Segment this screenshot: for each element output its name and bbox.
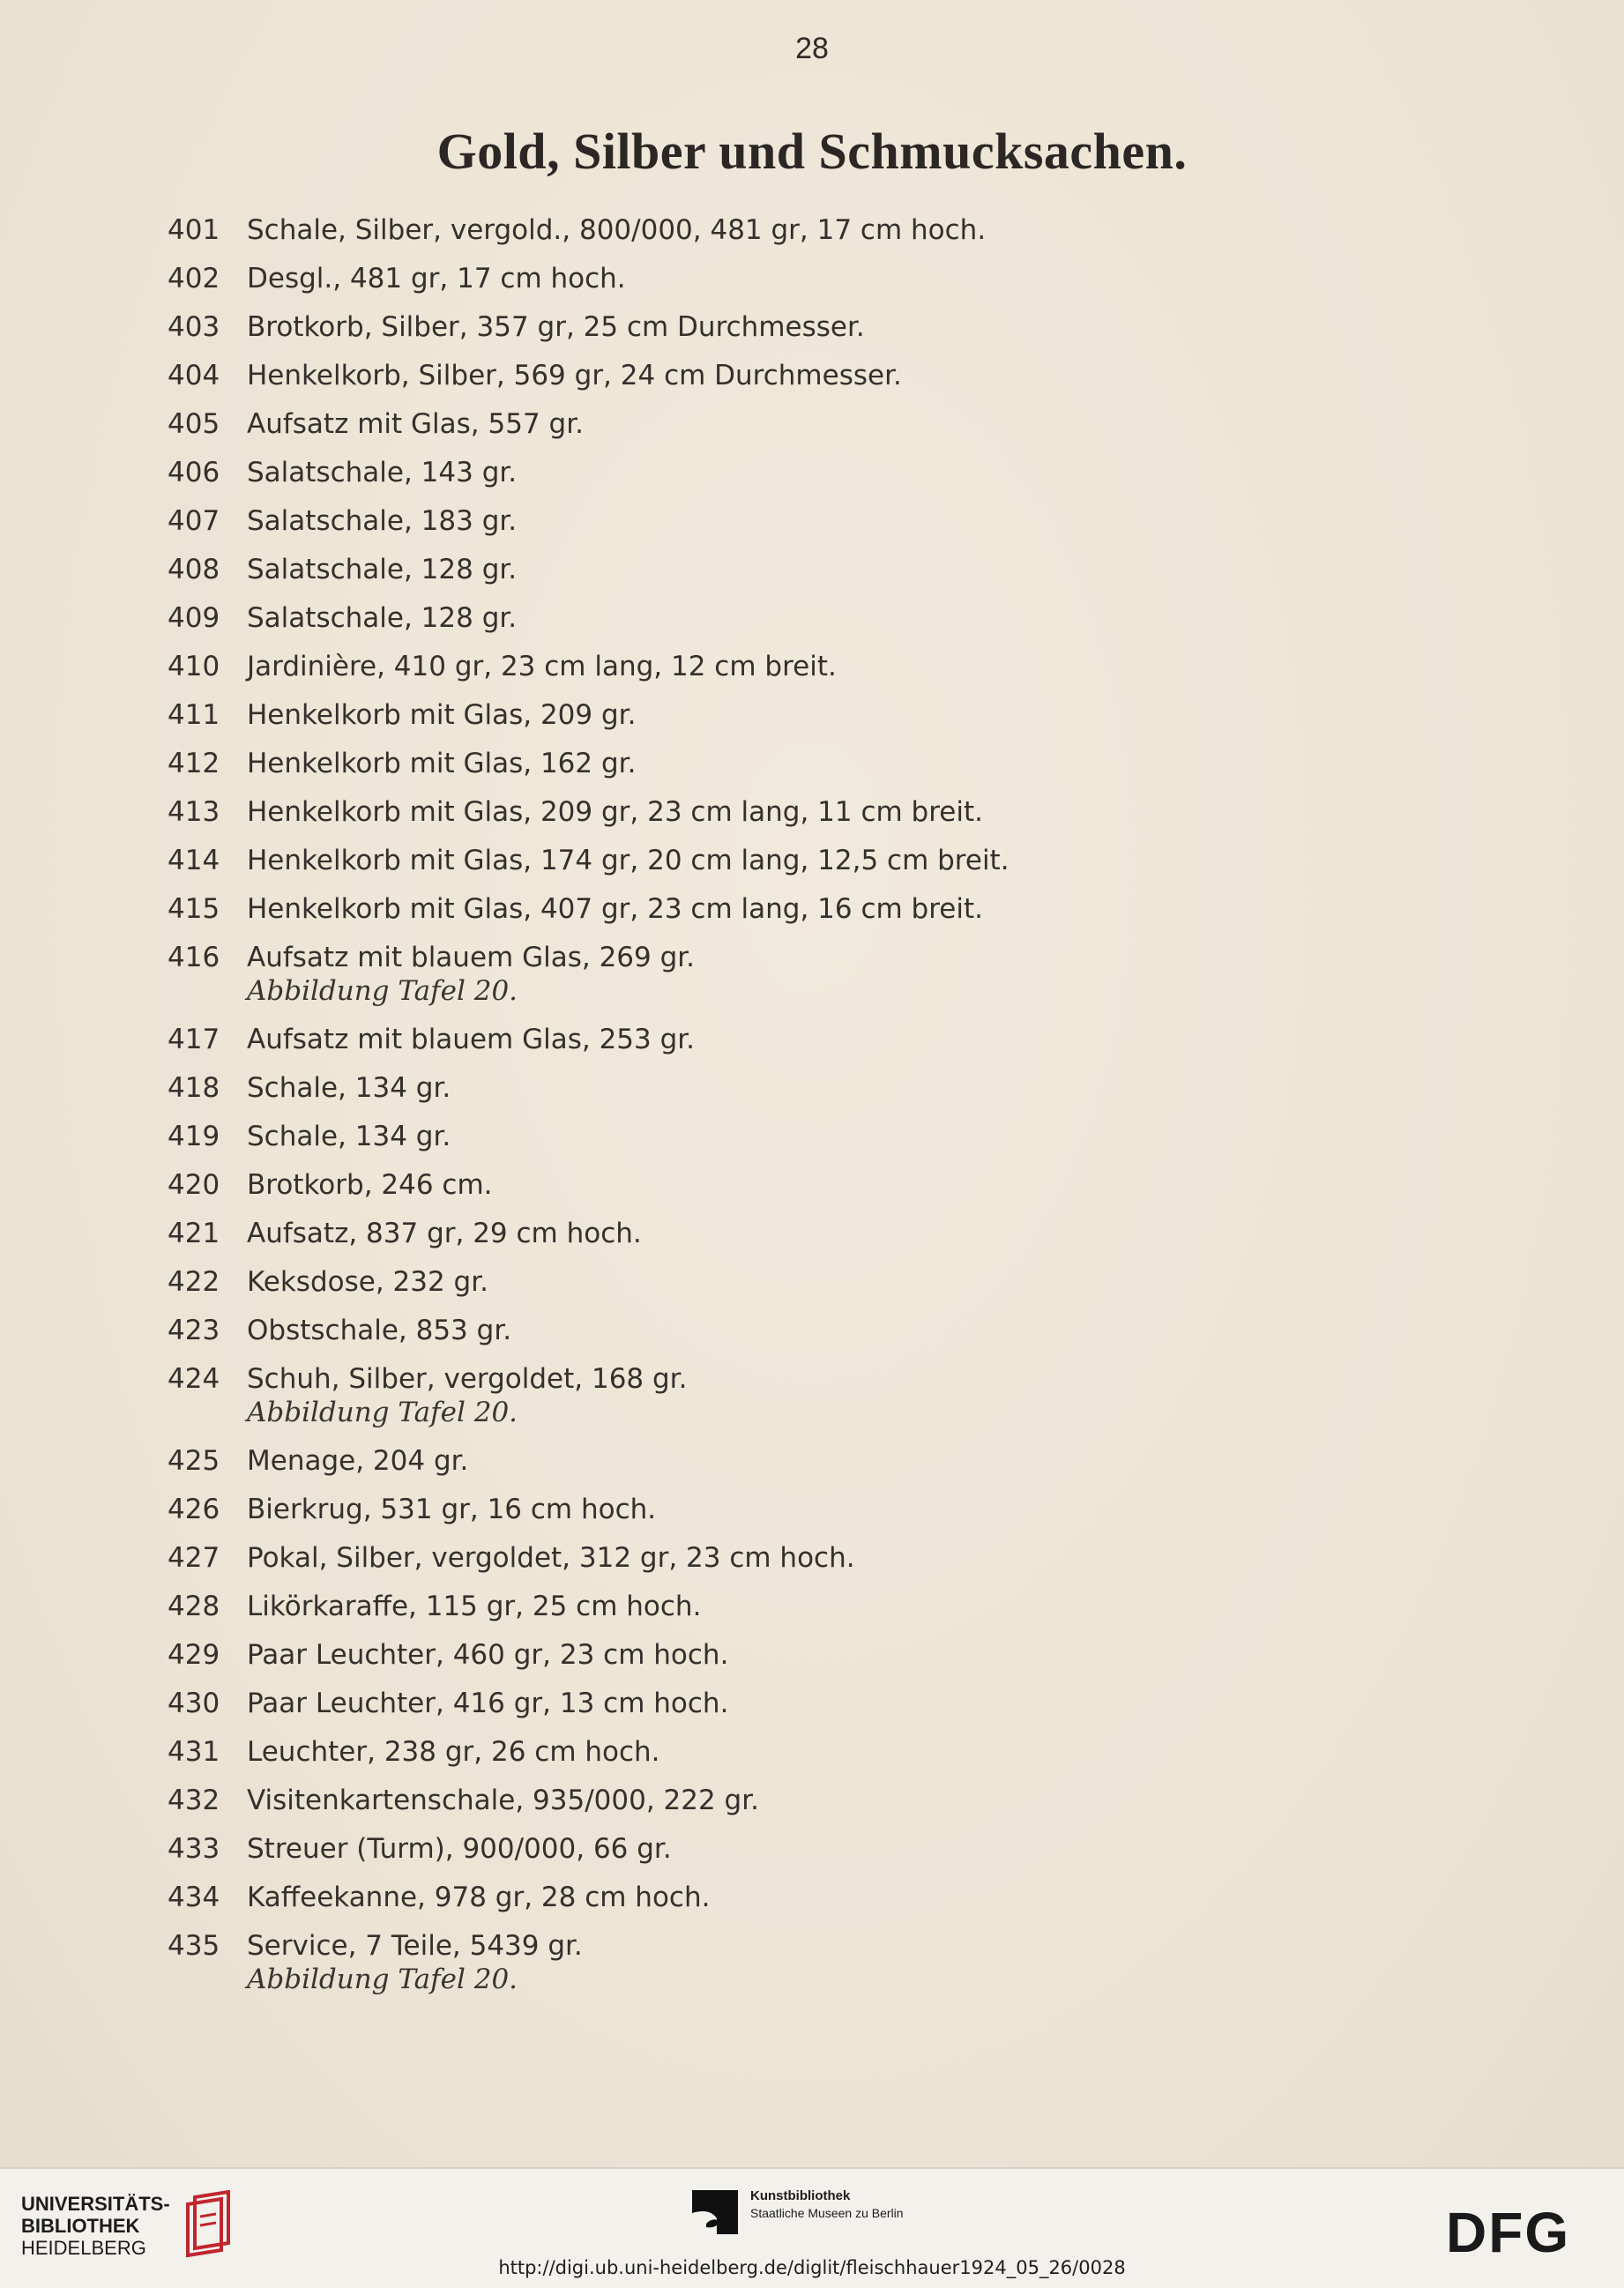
- catalog-entry: [168, 407, 1455, 441]
- entry-number: 420: [168, 1169, 220, 1201]
- entry-body: [247, 456, 1455, 489]
- catalog-entry: [168, 795, 1455, 829]
- entry-number: 419: [168, 1121, 220, 1152]
- entry-description: Schale, Silber, vergold., 800/000, 481 gr, 17 cm hoch.: [247, 214, 987, 246]
- catalog-entry: [168, 650, 1455, 683]
- entry-number: 415: [168, 893, 220, 925]
- entry-body: [247, 310, 1455, 344]
- entry-description: Streuer (Turm), 900/000, 66 gr.: [247, 1833, 672, 1865]
- entry-number: 434: [168, 1882, 220, 1913]
- entry-body: [247, 698, 1455, 732]
- catalog-entry: [168, 1023, 1455, 1056]
- dfg-text: DFG: [1446, 2208, 1571, 2255]
- ub-heidelberg-logo[interactable]: [21, 2190, 239, 2261]
- entry-number: 412: [168, 748, 220, 779]
- catalog-entry: [168, 1881, 1455, 1914]
- entry-description: Schuh, Silber, vergoldet, 168 gr.: [247, 1363, 688, 1395]
- entry-body: [247, 1168, 1455, 1202]
- entry-number: 408: [168, 554, 220, 585]
- entry-body: [247, 1929, 1455, 1996]
- entry-body: [247, 1071, 1455, 1105]
- entry-body: [247, 213, 1455, 247]
- entry-number: 410: [168, 651, 220, 682]
- entry-description: Salatschale, 128 gr.: [247, 602, 518, 634]
- entry-description: Henkelkorb mit Glas, 209 gr, 23 cm lang, 11 cm breit.: [247, 796, 983, 828]
- entry-number: 426: [168, 1494, 220, 1525]
- catalog-entry: [168, 892, 1455, 926]
- entry-number: 425: [168, 1445, 220, 1477]
- dfg-logo[interactable]: [1446, 2208, 1605, 2260]
- catalog-entry: [168, 359, 1455, 392]
- entry-illustration-note: Abbildung Tafel 20.: [247, 975, 518, 1007]
- entry-body: [247, 941, 1455, 1008]
- entry-number: 430: [168, 1688, 220, 1719]
- entry-description: Brotkorb, Silber, 357 gr, 25 cm Durchmesser.: [247, 311, 865, 343]
- catalog-entry: [168, 1120, 1455, 1153]
- catalog-entry: [168, 1168, 1455, 1202]
- catalog-entry: [168, 1687, 1455, 1720]
- catalog-list: [168, 213, 1455, 2011]
- entry-number: 422: [168, 1266, 220, 1298]
- ub-book-icon: [177, 2190, 239, 2261]
- ub-logo-line1: UNIVERSITÄTS-: [21, 2192, 170, 2215]
- entry-body: [247, 650, 1455, 683]
- entry-number: 409: [168, 602, 220, 634]
- entry-description: Schale, 134 gr.: [247, 1072, 451, 1104]
- catalog-entry: [168, 1217, 1455, 1250]
- entry-number: 411: [168, 699, 220, 731]
- ub-logo-line2: BIBLIOTHEK: [21, 2214, 140, 2237]
- entry-description: Henkelkorb mit Glas, 407 gr, 23 cm lang, 16 cm breit.: [247, 893, 983, 925]
- entry-description: Aufsatz mit blauem Glas, 253 gr.: [247, 1024, 696, 1055]
- entry-description: Jardinière, 410 gr, 23 cm lang, 12 cm breit.: [247, 651, 837, 682]
- kunstbibliothek-emblem-icon: [690, 2188, 740, 2236]
- entry-description: Menage, 204 gr.: [247, 1445, 469, 1477]
- entry-description: Salatschale, 143 gr.: [247, 457, 518, 488]
- entry-number: 413: [168, 796, 220, 828]
- catalog-entry: [168, 553, 1455, 586]
- catalog-entry: [168, 601, 1455, 635]
- entry-number: 421: [168, 1218, 220, 1249]
- entry-description: Salatschale, 128 gr.: [247, 554, 518, 585]
- entry-body: [247, 1638, 1455, 1672]
- entry-description: Salatschale, 183 gr.: [247, 505, 518, 537]
- catalog-entry: [168, 1493, 1455, 1526]
- entry-body: [247, 1217, 1455, 1250]
- entry-body: [247, 1735, 1455, 1769]
- entry-description: Paar Leuchter, 416 gr, 13 cm hoch.: [247, 1688, 729, 1719]
- entry-description: Pokal, Silber, vergoldet, 312 gr, 23 cm hoch.: [247, 1542, 855, 1574]
- entry-description: Henkelkorb mit Glas, 209 gr.: [247, 699, 637, 731]
- entry-number: 403: [168, 311, 220, 343]
- entry-number: 401: [168, 214, 220, 246]
- kb-logo-line2: Staatliche Museen zu Berlin: [750, 2206, 904, 2220]
- entry-description: Schale, 134 gr.: [247, 1121, 451, 1152]
- entry-body: [247, 553, 1455, 586]
- entry-description: Aufsatz, 837 gr, 29 cm hoch.: [247, 1218, 642, 1249]
- entry-body: [247, 601, 1455, 635]
- entry-description: Desgl., 481 gr, 17 cm hoch.: [247, 263, 626, 294]
- catalog-entry: [168, 1832, 1455, 1866]
- catalog-entry: [168, 1929, 1455, 1996]
- catalog-entry: [168, 1784, 1455, 1817]
- entry-description: Aufsatz mit Glas, 557 gr.: [247, 408, 584, 440]
- entry-number: 407: [168, 505, 220, 537]
- entry-body: [247, 407, 1455, 441]
- entry-description: Henkelkorb mit Glas, 174 gr, 20 cm lang, 12,5 cm breit.: [247, 845, 1009, 876]
- entry-body: [247, 844, 1455, 877]
- entry-description: Kaffeekanne, 978 gr, 28 cm hoch.: [247, 1882, 711, 1913]
- entry-body: [247, 795, 1455, 829]
- entry-number: 418: [168, 1072, 220, 1104]
- entry-description: Bierkrug, 531 gr, 16 cm hoch.: [247, 1494, 657, 1525]
- entry-number: 432: [168, 1785, 220, 1816]
- entry-number: 406: [168, 457, 220, 488]
- entry-number: 427: [168, 1542, 220, 1574]
- catalog-entry: [168, 698, 1455, 732]
- entry-body: [247, 1687, 1455, 1720]
- entry-number: 429: [168, 1639, 220, 1671]
- catalog-entry: [168, 504, 1455, 538]
- entry-illustration-note: Abbildung Tafel 20.: [247, 1964, 518, 1995]
- entry-body: [247, 747, 1455, 780]
- entry-description: Likörkaraffe, 115 gr, 25 cm hoch.: [247, 1591, 702, 1622]
- entry-body: [247, 1314, 1455, 1347]
- catalog-entry: [168, 1071, 1455, 1105]
- entry-body: [247, 504, 1455, 538]
- page-title: Gold, Silber und Schmucksachen.: [436, 123, 1188, 180]
- entry-number: 417: [168, 1024, 220, 1055]
- entry-description: Visitenkartenschale, 935/000, 222 gr.: [247, 1785, 759, 1816]
- kunstbibliothek-logo[interactable]: [690, 2188, 904, 2236]
- entry-number: 402: [168, 263, 220, 294]
- entry-description: Aufsatz mit blauem Glas, 269 gr.: [247, 942, 696, 973]
- entry-number: 428: [168, 1591, 220, 1622]
- catalog-entry: [168, 1362, 1455, 1429]
- permalink-url[interactable]: http://digi.ub.uni-heidelberg.de/diglit/fleischhauer1924_05_26/0028: [498, 2257, 1126, 2278]
- entry-description: Paar Leuchter, 460 gr, 23 cm hoch.: [247, 1639, 729, 1671]
- entry-body: [247, 1023, 1455, 1056]
- entry-body: [247, 1881, 1455, 1914]
- catalog-entry: [168, 747, 1455, 780]
- entry-number: 405: [168, 408, 220, 440]
- catalog-entry: [168, 310, 1455, 344]
- entry-body: [247, 1590, 1455, 1623]
- entry-description: Brotkorb, 246 cm.: [247, 1169, 493, 1201]
- entry-description: Henkelkorb mit Glas, 162 gr.: [247, 748, 637, 779]
- entry-number: 433: [168, 1833, 220, 1865]
- entry-body: [247, 359, 1455, 392]
- catalog-entry: [168, 1265, 1455, 1299]
- catalog-entry: [168, 262, 1455, 295]
- catalog-entry: [168, 1541, 1455, 1575]
- entry-number: 414: [168, 845, 220, 876]
- entry-body: [247, 262, 1455, 295]
- catalog-entry: [168, 456, 1455, 489]
- ub-logo-text: [21, 2193, 170, 2259]
- catalog-entry: [168, 213, 1455, 247]
- entry-body: [247, 1265, 1455, 1299]
- catalog-entry: [168, 1590, 1455, 1623]
- entry-body: [247, 892, 1455, 926]
- entry-description: Service, 7 Teile, 5439 gr.: [247, 1930, 583, 1962]
- entry-body: [247, 1784, 1455, 1817]
- entry-number: 431: [168, 1736, 220, 1768]
- dfg-wordmark: [1446, 2208, 1605, 2255]
- entry-body: [247, 1832, 1455, 1866]
- footer-bar: [0, 2167, 1624, 2288]
- entry-body: [247, 1541, 1455, 1575]
- entry-description: Henkelkorb, Silber, 569 gr, 24 cm Durchmesser.: [247, 360, 902, 391]
- catalog-entry: [168, 1444, 1455, 1478]
- entry-description: Keksdose, 232 gr.: [247, 1266, 488, 1298]
- kb-logo-line1: Kunstbibliothek: [750, 2188, 851, 2203]
- entry-body: [247, 1493, 1455, 1526]
- entry-body: [247, 1444, 1455, 1478]
- entry-description: Obstschale, 853 gr.: [247, 1315, 512, 1346]
- catalog-entry: [168, 941, 1455, 1008]
- ub-logo-line3: HEIDELBERG: [21, 2236, 146, 2259]
- catalog-entry: [168, 1314, 1455, 1347]
- entry-number: 404: [168, 360, 220, 391]
- page-number: 28: [795, 32, 829, 65]
- catalog-entry: [168, 844, 1455, 877]
- entry-illustration-note: Abbildung Tafel 20.: [247, 1397, 518, 1428]
- catalog-entry: [168, 1735, 1455, 1769]
- catalog-entry: [168, 1638, 1455, 1672]
- entry-description: Leuchter, 238 gr, 26 cm hoch.: [247, 1736, 660, 1768]
- entry-body: [247, 1362, 1455, 1429]
- entry-number: 423: [168, 1315, 220, 1346]
- entry-body: [247, 1120, 1455, 1153]
- entry-number: 416: [168, 942, 220, 973]
- entry-number: 424: [168, 1363, 220, 1395]
- entry-number: 435: [168, 1930, 220, 1962]
